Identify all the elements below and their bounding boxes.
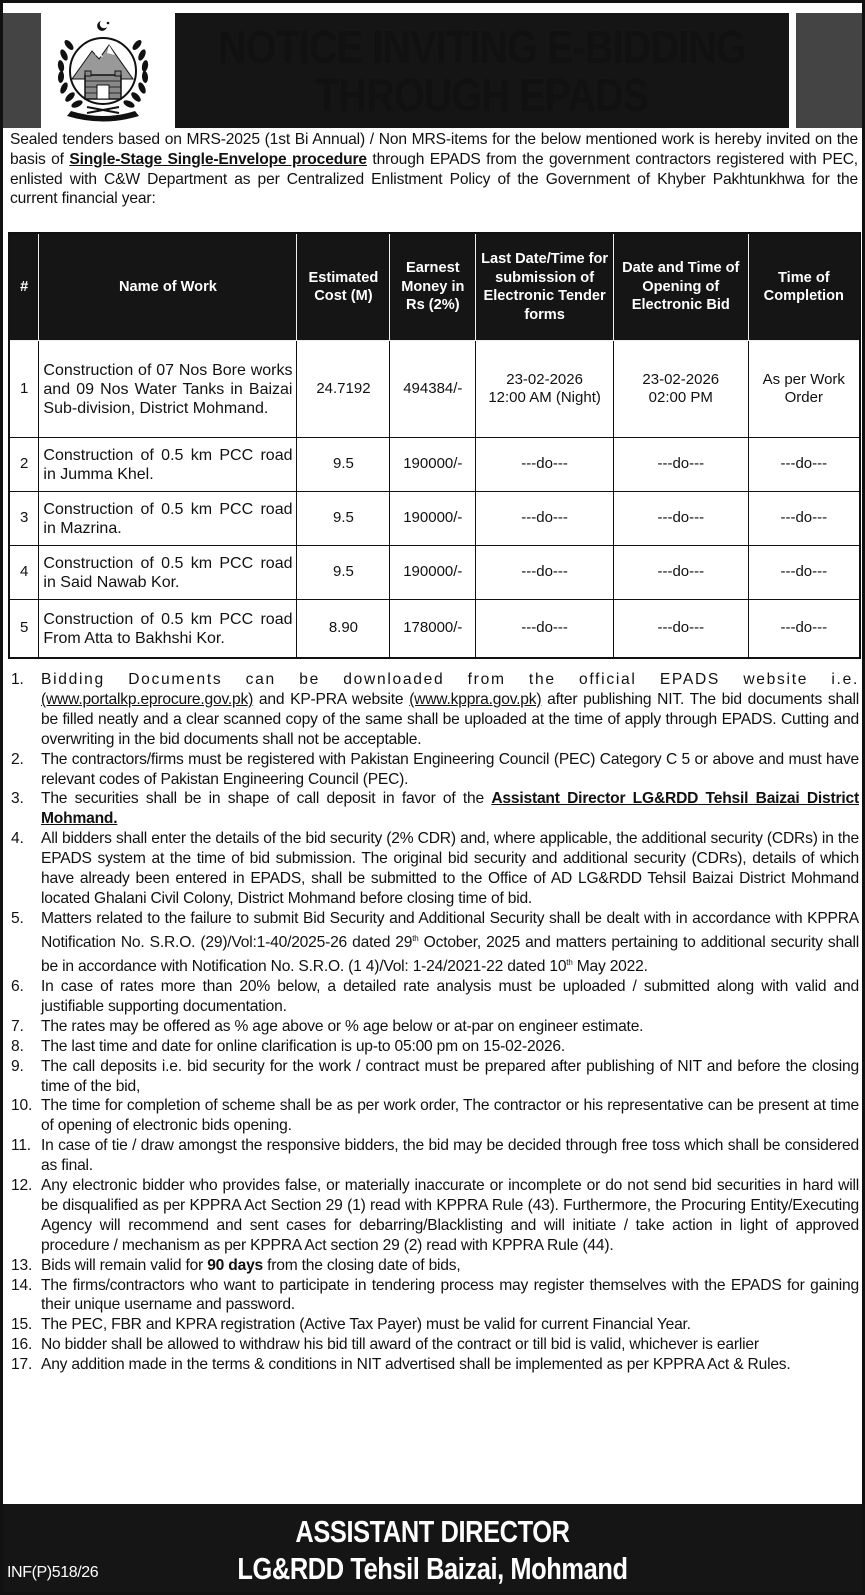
- ordinal-suffix: th: [412, 933, 419, 943]
- col-header-completion: Time of Completion: [748, 233, 860, 341]
- term-number: 6.: [11, 977, 24, 995]
- term-text: Any addition made in the terms & conditions in NIT advertised shall be implemented as per KPPRA Act & Rules.: [41, 1356, 791, 1374]
- procedure-type: Single-Stage Single-Envelope procedure: [69, 150, 367, 168]
- term-number: 10.: [11, 1097, 33, 1115]
- intro-paragraph: [10, 130, 858, 209]
- term-text: Bidding Documents can be downloaded from the official EPADS website i.e.: [41, 671, 859, 688]
- estimated-cost: 9.5: [297, 546, 390, 600]
- term-item: [11, 1355, 859, 1375]
- table-row: [9, 600, 860, 658]
- validity-period: 90 days: [207, 1256, 264, 1274]
- completion-time: As per Work Order: [748, 341, 860, 438]
- work-name: Construction of 0.5 km PCC road From Atta to Bakhshi Kor.: [39, 600, 297, 658]
- header-side-block-right: [796, 13, 862, 128]
- term-item: [11, 829, 859, 909]
- term-text: In case of rates more than 20% below, a detailed rate analysis must be uploaded / submitted along with valid and justifiable supporting documentation.: [41, 977, 859, 1015]
- term-item: [11, 1017, 859, 1037]
- estimated-cost: 24.7192: [297, 341, 390, 438]
- term-number: 2.: [11, 750, 24, 768]
- completion-time: ---do---: [748, 492, 860, 546]
- col-header-last-date: Last Date/Time for submission of Electronic Tender forms: [476, 233, 614, 341]
- term-item: [11, 789, 859, 829]
- term-number: 14.: [11, 1276, 33, 1294]
- last-submission-datetime: ---do---: [476, 492, 614, 546]
- table-row: [9, 341, 860, 438]
- term-item: [11, 1176, 859, 1256]
- work-name: Construction of 0.5 km PCC road in Said Nawab Kor.: [39, 546, 297, 600]
- signatory-office: LG&RDD Tehsil Baizai, Mohmand: [237, 1551, 628, 1586]
- term-item: [11, 909, 859, 977]
- signatory-title: ASSISTANT DIRECTOR: [295, 1514, 570, 1549]
- earnest-money: 178000/-: [390, 600, 476, 658]
- term-text: The call deposits i.e. bid security for the work / contract must be prepared after publishing of NIT and before the closing time of the bid,: [41, 1057, 859, 1095]
- term-number: 13.: [11, 1256, 33, 1274]
- last-submission-datetime: [476, 341, 614, 438]
- estimated-cost: 9.5: [297, 492, 390, 546]
- row-number: 4: [9, 546, 39, 600]
- khyber-pakhtunkhwa-emblem-icon: [47, 17, 159, 123]
- col-header-earnest-money: Earnest Money in Rs (2%): [390, 233, 476, 341]
- earnest-money: 190000/-: [390, 438, 476, 492]
- term-number: 8.: [11, 1037, 24, 1055]
- open-time: 02:00 PM: [648, 389, 713, 406]
- earnest-money: 190000/-: [390, 492, 476, 546]
- last-date: 23-02-2026: [506, 370, 583, 388]
- term-number: 4.: [11, 830, 24, 848]
- notice-title-line-2: THROUGH EPADS: [315, 68, 649, 121]
- term-item: [11, 670, 859, 750]
- term-text: October, 2025 and matters pertaining to additional security shall be in accordance with Notification No. S.R.O. (1 4)/Vol: 1-24/2021-22 dated 10: [41, 933, 859, 976]
- term-number: 7.: [11, 1017, 24, 1035]
- row-number: 1: [9, 341, 39, 438]
- term-text: The PEC, FBR and KPRA registration (Active Tax Payer) must be valid for current Financial Year.: [41, 1316, 691, 1334]
- term-item: [11, 1057, 859, 1097]
- opening-datetime: ---do---: [613, 492, 748, 546]
- term-text: Matters related to the failure to submit Bid Security and Additional Security shall be dealt with in accordance with KPPRA Notification No. S.R.O. (29)/Vol:1-40/2025-26 dated 29: [41, 909, 859, 951]
- term-number: 11.: [11, 1137, 31, 1155]
- row-number: 3: [9, 492, 39, 546]
- term-text: The time for completion of scheme shall be as per work order, The contractor or his representative can be present at time of opening of electronic bids opening.: [41, 1097, 859, 1135]
- opening-datetime: ---do---: [613, 600, 748, 658]
- col-header-number: #: [9, 233, 39, 341]
- intro-text-after: through EPADS from the government contractors registered with PEC, enlisted with C&W Department as per Centralized Enlistment Policy of the Government of Khyber Pakhtunkhwa for the current financial year:: [10, 150, 858, 208]
- term-text: In case of tie / draw amongst the responsive bidders, the bid may be decided through free toss which shall be considered as final.: [41, 1137, 859, 1175]
- last-submission-datetime: ---do---: [476, 438, 614, 492]
- term-number: 5.: [11, 909, 24, 927]
- security-payee: Assistant Director LG&RDD Tehsil Baizai District Mohmand.: [41, 790, 859, 828]
- term-text: The rates may be offered as % age above or % age below or at-par on engineer estimate.: [41, 1017, 644, 1035]
- term-text: No bidder shall be allowed to withdraw his bid till award of the contract or till bid is valid, whichever is earlier: [41, 1336, 759, 1354]
- signatory-footer: [3, 1504, 862, 1592]
- term-text: All bidders shall enter the details of the bid security (2% CDR) and, where applicable, the additional security (CDRs) in the EPADS system at the time of bid submission. The original bid security and additional security (CDRs), details of which have already been entered in EPADS, shall be submitted to the Office of AD LG&RDD Tehsil Baizai District Mohmand located Ghalani Civil Colony, District Mohmand before closing time of bid.: [41, 830, 859, 907]
- term-text: Bids will remain valid for: [41, 1256, 208, 1274]
- kppra-website-link[interactable]: (www.kppra.gov.pk): [409, 690, 542, 708]
- earnest-money: 494384/-: [390, 341, 476, 438]
- estimated-cost: 8.90: [297, 600, 390, 658]
- term-text: Any electronic bidder who provides false, or materially inaccurate or incomplete or do not send bid securities in hard will be disqualified as per KPPRA Act Section 29 (1) read with KPPRA Rule (43). Furthermore, the Procuring Entity/Executing Agency will recommend and sent cases for debarring/Blacklisting and will initiate / take action in light of approved procedure / mechanism as per KPPRA Act section 29 (2) read with KPPRA Rule (44).: [41, 1177, 859, 1254]
- term-text: The securities shall be in shape of call deposit in favor of the: [41, 790, 492, 808]
- table-row: [9, 492, 860, 546]
- term-text: The contractors/firms must be registered with Pakistan Engineering Council (PEC) Category C 5 or above and must have relevant codes of Pakistan Engineering Council (PEC).: [41, 750, 859, 788]
- ordinal-suffix: th: [566, 957, 573, 967]
- term-text: The last time and date for online clarification is up-to 05:00 pm on 15-02-2026.: [41, 1037, 566, 1055]
- completion-time: ---do---: [748, 600, 860, 658]
- notice-title-banner: [175, 13, 789, 128]
- term-number: 3.: [11, 790, 24, 808]
- col-header-estimated-cost: Estimated Cost (M): [297, 233, 390, 341]
- work-name: Construction of 0.5 km PCC road in Jumma Khel.: [39, 438, 297, 492]
- work-name: Construction of 07 Nos Bore works and 09 Nos Water Tanks in Baizai Sub-division, District Mohmand.: [39, 341, 297, 438]
- terms-and-conditions: [11, 670, 859, 1375]
- term-number: 9.: [11, 1057, 24, 1075]
- estimated-cost: 9.5: [297, 438, 390, 492]
- epads-website-link[interactable]: (www.portalkp.eprocure.gov.pk): [41, 690, 254, 708]
- last-submission-datetime: ---do---: [476, 600, 614, 658]
- open-date: 23-02-2026: [642, 370, 720, 388]
- completion-time: ---do---: [748, 438, 860, 492]
- term-text: from the closing date of bids,: [263, 1256, 461, 1274]
- term-number: 16.: [11, 1336, 33, 1354]
- table-row: [9, 546, 860, 600]
- opening-datetime: ---do---: [613, 438, 748, 492]
- row-number: 5: [9, 600, 39, 658]
- term-text: May 2022.: [572, 958, 648, 976]
- term-number: 12.: [11, 1177, 33, 1195]
- term-item: [11, 1315, 859, 1335]
- row-number: 2: [9, 438, 39, 492]
- notice-title-line-1: NOTICE INVITING E-BIDDING: [218, 20, 746, 73]
- last-submission-datetime: ---do---: [476, 546, 614, 600]
- term-item: [11, 1037, 859, 1057]
- col-header-name-of-work: Name of Work: [39, 233, 297, 341]
- col-header-opening-date: Date and Time of Opening of Electronic Bid: [613, 233, 748, 341]
- completion-time: ---do---: [748, 546, 860, 600]
- last-time: 12:00 AM (Night): [488, 389, 601, 406]
- earnest-money: 190000/-: [390, 546, 476, 600]
- term-item: [11, 1136, 859, 1176]
- term-item: [11, 1276, 859, 1316]
- work-name: Construction of 0.5 km PCC road in Mazrina.: [39, 492, 297, 546]
- table-header-row: [9, 233, 860, 341]
- table-row: [9, 438, 860, 492]
- intro-text-before: Sealed tenders based on MRS-2025 (1st Bi Annual) / Non MRS-items for the below mentioned work is hereby invited on the basis of: [10, 131, 858, 168]
- term-number: 17.: [11, 1356, 33, 1374]
- works-table: [8, 232, 861, 659]
- term-item: [11, 1335, 859, 1355]
- term-item: [11, 1096, 859, 1136]
- term-item: [11, 750, 859, 790]
- term-text: The firms/contractors who want to participate in tendering process may register themselves with the EPADS for gaining their unique username and password.: [41, 1276, 859, 1314]
- header-side-block-left: [3, 13, 41, 128]
- term-text: after publishing NIT. The bid documents shall be filled neatly and a clear scanned copy of the same shall be uploaded at the time of apply through EPADS. Cutting and overwriting in the bid documents shall not be acceptable.: [41, 690, 859, 748]
- term-text: and KP-PRA website: [253, 690, 410, 708]
- term-item: [11, 1256, 859, 1276]
- term-item: [11, 977, 859, 1017]
- term-number: 1.: [11, 671, 24, 688]
- opening-datetime: ---do---: [613, 546, 748, 600]
- opening-datetime: [613, 341, 748, 438]
- term-number: 15.: [11, 1316, 33, 1334]
- advert-reference-number: INF(P)518/26: [7, 1564, 99, 1581]
